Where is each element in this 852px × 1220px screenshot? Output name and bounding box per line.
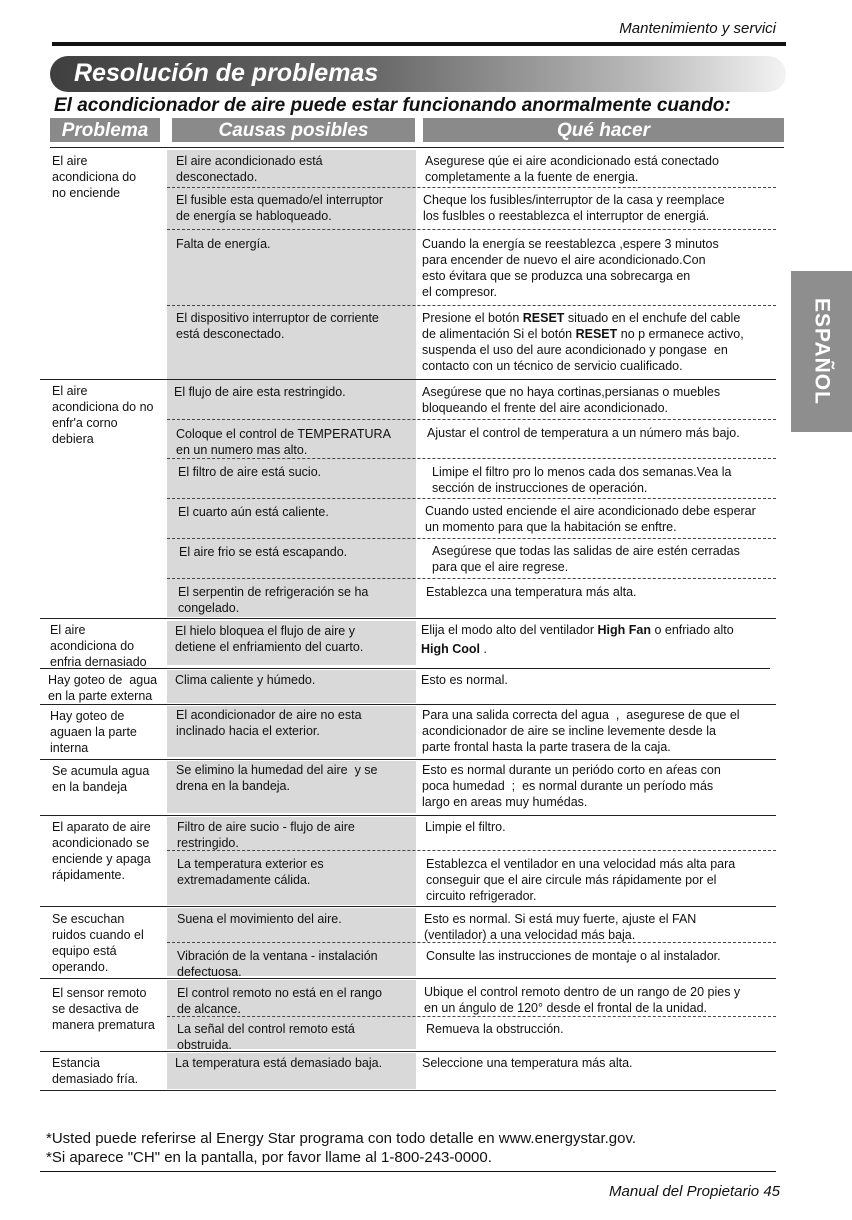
cause-text: El serpentin de refrigeración se ha congelado. [178, 585, 369, 615]
column-header-causes: Causas posibles [172, 118, 415, 142]
cause-text: Coloque el control de TEMPERATURA en un numero mas alto. [176, 427, 391, 457]
action-text [422, 310, 744, 374]
problem-text: Hay goteo de aguaen la parte interna [50, 709, 137, 755]
action-text: Establezca una temperatura más alta. [426, 585, 637, 599]
cause-text: El flujo de aire esta restringido. [174, 385, 346, 399]
cause-divider [167, 538, 776, 539]
cause-text: El control remoto no está en el rango de alcance. [177, 986, 382, 1016]
problem-text: Se acumula agua en la bandeja [52, 764, 150, 794]
row-divider [40, 618, 776, 619]
section-header: Mantenimiento y servici [619, 20, 776, 37]
problem-text: Hay goteo de agua en la parte externa [48, 673, 158, 703]
action-text: Ubique el control remoto dentro de un rango de 20 pies y en un ángulo de 120° desde el frontal de la unidad. [424, 985, 741, 1015]
action-text-part: Presione el botón [422, 311, 523, 325]
action-text: Asegúrese que todas las salidas de aire estén cerradas para que el aire regrese. [432, 544, 740, 574]
problem-text: El aire acondiciona do enfria dernasiado [50, 623, 147, 669]
language-tab: ESPAÑOL [791, 271, 852, 432]
action-text: Esto es normal durante un periódo corto en aŕeas con poca humedad ; es normal durante un período más largo en areas muy humédas. [422, 763, 721, 809]
action-text-part: situado en el enchufe del cable de alimentación Si el botón [422, 311, 741, 341]
cause-text: Vibración de la ventana - instalación defectuosa. [177, 949, 378, 979]
action-text: Cuando usted enciende el aire acondicionado debe esperar un momento para que la habitación se enftre. [425, 504, 756, 534]
cause-divider [167, 498, 776, 499]
action-text: Establezca el ventilador en una velocidad más alta para conseguir que el aire circule más rápidamente por el circuito refrigerador. [426, 857, 736, 903]
action-text: Para una salida correcta del agua , asegurese de que el acondicionador de aire se incline levemente desde la parte frontal hasta la parte trasera de la caja. [422, 708, 740, 754]
cause-text: El aire frio se está escapando. [179, 545, 348, 559]
row-divider [40, 978, 776, 979]
cause-text: El acondicionador de aire no esta inclinado hacia el exterior. [176, 708, 362, 738]
row-divider [40, 906, 776, 907]
cause-text: La temperatura está demasiado baja. [175, 1056, 383, 1070]
action-text-part: no p ermanece activo, suspenda el uso del aure acondicionado y pongase en contacto con un técnico de servicio cualificado. [422, 327, 744, 373]
fan-mode-label: High Fan [597, 623, 651, 637]
page-title: Resolución de problemas [74, 59, 379, 87]
cause-divider [167, 578, 776, 579]
row-divider [40, 704, 776, 705]
reset-label: RESET [522, 311, 565, 325]
problem-text: El aparato de aire acondicionado se enciende y apaga rápidamente. [52, 820, 151, 882]
cause-divider [167, 305, 776, 306]
header-divider [50, 147, 784, 148]
footnote-energy-star: *Usted puede referirse al Energy Star programa con todo detalle en www.energystar.gov. [46, 1130, 637, 1147]
problem-text: El aire acondiciona do no enciende [52, 154, 137, 200]
fan-mode-label: High Cool [421, 642, 481, 656]
reset-label: RESET [575, 327, 618, 341]
action-text: Limipe el filtro pro lo menos cada dos semanas.Vea la sección de instrucciones de operación. [432, 465, 732, 495]
column-header-action: Qué hacer [423, 118, 784, 142]
cause-text: Suena el movimiento del aire. [177, 912, 342, 926]
action-text-part: o enfriado alto [654, 623, 734, 637]
action-text: Asegúrese que no haya cortinas,persianas o muebles bloqueando el frente del aire acondicionado. [422, 385, 721, 415]
cause-text: El aire acondicionado está desconectado. [176, 154, 323, 184]
row-divider [40, 1051, 776, 1052]
cause-divider [167, 187, 776, 188]
problem-text: El aire acondiciona do no enfr'a corno debiera [52, 384, 154, 446]
action-text-part: . [480, 642, 487, 656]
action-text: Limpie el filtro. [425, 820, 506, 834]
action-text: Esto es normal. Si está muy fuerte, ajuste el FAN (ventilador) a una velocidad más baja. [424, 912, 697, 942]
cause-text: Filtro de aire sucio - flujo de aire restringido. [177, 820, 355, 850]
problem-text: Estancia demasiado fría. [52, 1056, 139, 1086]
row-divider [40, 668, 770, 669]
problem-text: Se escuchan ruidos cuando el equipo está operando. [52, 912, 144, 974]
cause-text: El dispositivo interruptor de corriente está desconectado. [176, 311, 379, 341]
cause-text: Falta de energía. [176, 237, 271, 251]
cause-divider [167, 458, 776, 459]
manual-title: Manual del Propietario [609, 1183, 760, 1200]
action-text: Asegurese qúe ei aire acondicionado está conectado completamente a la fuente de energia. [425, 154, 719, 184]
row-divider [40, 379, 776, 380]
cause-text: Se elimino la humedad del aire y se drena en la bandeja. [176, 763, 378, 793]
header-rule [52, 42, 786, 46]
action-text: Cheque los fusibles/interruptor de la casa y reemplace los fuslbles o reestablezca el interruptor de energiá. [423, 193, 725, 223]
footnote-ch-display: *Si aparece "CH" en la pantalla, por favor llame al 1-800-243-0000. [46, 1149, 492, 1166]
cause-text: El hielo bloquea el flujo de aire y detiene el enfriamiento del cuarto. [175, 624, 364, 654]
column-header-problem: Problema [50, 118, 160, 142]
cause-text: Clima caliente y húmedo. [175, 673, 316, 687]
action-text [421, 621, 734, 659]
page-number: 45 [763, 1183, 780, 1200]
row-divider [40, 759, 776, 760]
cause-divider [167, 229, 776, 230]
title-banner [50, 56, 786, 92]
action-text-part: Elija el modo alto del ventilador [421, 623, 598, 637]
action-text: Ajustar el control de temperatura a un número más bajo. [427, 426, 740, 440]
row-divider [40, 1090, 776, 1091]
page-footer [609, 1183, 780, 1200]
problem-text: El sensor remoto se desactiva de manera prematura [52, 986, 155, 1032]
action-text: Remueva la obstrucción. [426, 1022, 564, 1036]
cause-text: La temperatura exterior es extremadamente cálida. [177, 857, 324, 887]
page-subtitle: El acondicionador de aire puede estar funcionando anormalmente cuando: [54, 95, 731, 116]
cause-text: El cuarto aún está caliente. [178, 505, 329, 519]
action-text: Esto es normal. [421, 673, 508, 687]
footer-rule [40, 1171, 776, 1172]
action-text: Cuando la energía se reestablezca ,espere 3 minutos para encender de nuevo el aire acondicionado.Con esto évitara que se produzca una sobrecarga en el compresor. [422, 237, 719, 299]
row-divider [40, 815, 776, 816]
cause-text: El fusible esta quemado/el interruptor de energía se habloqueado. [176, 193, 384, 223]
cause-text: El filtro de aire está sucio. [178, 465, 322, 479]
cause-divider [167, 419, 776, 420]
cause-text: La señal del control remoto está obstruida. [177, 1022, 355, 1052]
action-text: Consulte las instrucciones de montaje o al instalador. [426, 949, 721, 963]
action-text: Seleccione una temperatura más alta. [422, 1056, 633, 1070]
